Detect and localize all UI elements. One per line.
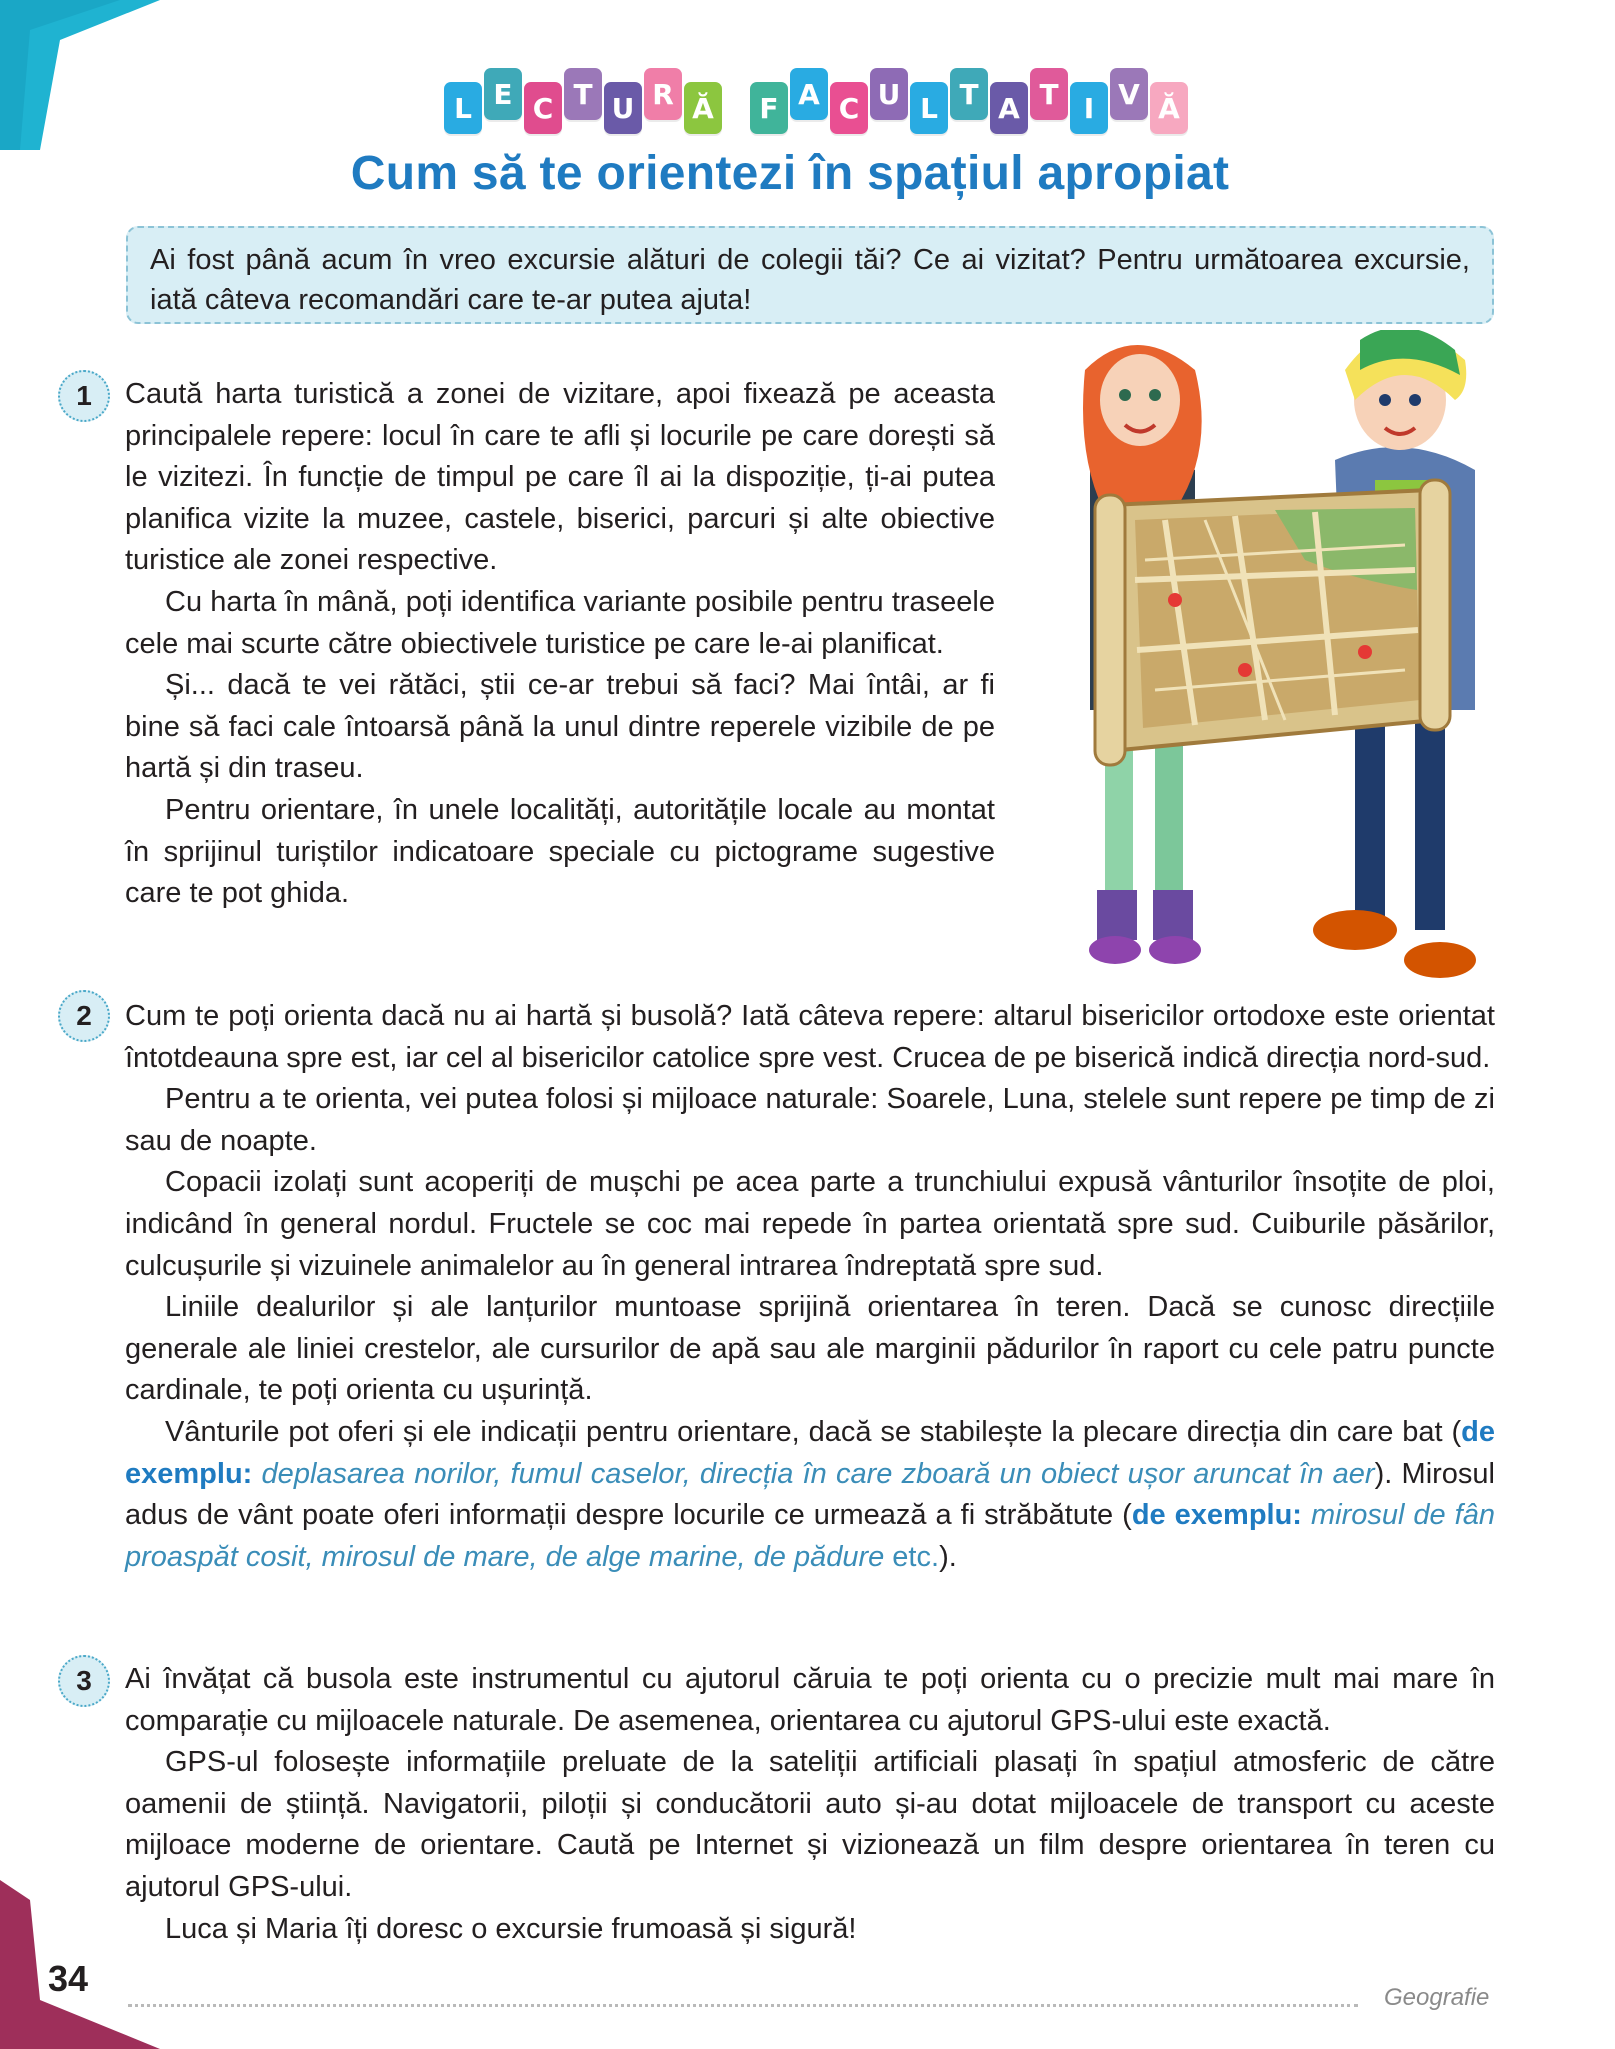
example-label: de exemplu:	[125, 1415, 1495, 1490]
tile-letter: R	[644, 68, 682, 120]
tile-letter: A	[990, 82, 1028, 134]
paragraph: Caută harta turistică a zonei de vizitare, apoi fixează pe aceasta principalele repere: locul în care te afli și locurile pe care dorești să le vizitezi. În funcție de timpul pe care îl ai la dispoziție, ți-ai putea planifica vizite la muzee, castele, biserici, parcuri și alte obiective turistice ale zonei respective.	[125, 378, 995, 577]
example-label: de exemplu:	[1131, 1499, 1302, 1532]
tile-letter: T	[1030, 68, 1068, 120]
footer-subject: Geografie	[1384, 1984, 1490, 2011]
paragraph: Ai învățat că busola este instrumentul cu ajutorul căruia te poți orienta cu o precizie mult mai mare în comparație cu mijloacele naturale. De asemenea, orientarea cu ajutorul GPS-ului este exactă.	[125, 1663, 1495, 1737]
example-text: mirosul de fân proaspăt cosit, mirosul de mare, de alge marine, de pădure	[125, 1499, 1495, 1573]
tile-letter: U	[604, 82, 642, 134]
tile-letter: Ă	[684, 82, 722, 134]
tile-letter: Ă	[1150, 82, 1188, 134]
paragraph: Liniile dealurilor și ale lanțurilor muntoase sprijină orientarea în teren. Dacă se cunosc direcțiile generale ale liniei crestelor, ale cursurilor de apă sau ale marginii pădurilor în raport cu cele patru puncte cardinale, te poți orienta cu ușurință.	[125, 1291, 1495, 1407]
tile-letter: U	[870, 68, 908, 120]
page-title: Cum să te orientezi în spațiul apropiat	[350, 147, 1230, 200]
tile-letter: C	[830, 82, 868, 134]
tile-letter: A	[790, 68, 828, 120]
tile-letter: T	[564, 68, 602, 120]
paragraph: Cu harta în mână, poți identifica variante posibile pentru traseele cele mai scurte către obiectivele turistice pe care le-ai planificat.	[125, 585, 995, 660]
intro-box	[126, 226, 1494, 324]
page-number: 34	[48, 1958, 89, 1999]
tile-letter: L	[910, 82, 948, 134]
tile-letter: V	[1110, 68, 1148, 120]
text: ). Mirosul adus de vânt poate oferi informații despre locurile ce urmează a fi străbătute (	[125, 1457, 1495, 1532]
tile-letter: E	[484, 68, 522, 120]
section-2	[125, 996, 1495, 1578]
paragraph: Cum te poți orienta dacă nu ai hartă și busolă? Iată câteva repere: altarul bisericilor ortodoxe este orientat întotdeauna spre est, iar cel al bisericilor catolice spre vest. Crucea de pe biserică indică direcția nord-sud.	[125, 1000, 1495, 1074]
header-tiles-lectura	[444, 62, 724, 142]
text: ).	[939, 1540, 957, 1573]
tile-letter: F	[750, 82, 788, 134]
corner-decoration-top	[0, 0, 160, 150]
header-tiles-facultativa	[750, 62, 1190, 142]
tile-letter: L	[444, 82, 482, 134]
paragraph: Luca și Maria îți doresc o excursie frumoasă și sigură!	[165, 1912, 857, 1945]
paragraph: Și... dacă te vei rătăci, știi ce-ar trebui să faci? Mai întâi, ar fi bine să faci cale întoarsă până la unul dintre reperele vizibile de pe hartă și din traseu.	[125, 669, 995, 785]
paragraph: Pentru a te orienta, vei putea folosi și mijloace naturale: Soarele, Luna, stelele sunt repere pe timp de zi sau de noapte.	[125, 1083, 1495, 1157]
tile-letter: T	[950, 68, 988, 120]
section-number-1: 1	[58, 370, 110, 422]
section-3	[125, 1659, 1495, 1950]
intro-text: Ai fost până acum în vreo excursie alături de colegii tăi? Ce ai vizitat? Pentru următoarea excursie, iată câteva recomandări care te-ar putea ajuta!	[150, 244, 1470, 316]
tile-letter: C	[524, 82, 562, 134]
tile-letter: I	[1070, 82, 1108, 134]
example-text: deplasarea norilor, fumul caselor, direcția în care zboară un obiect ușor aruncat în aer	[252, 1457, 1375, 1490]
kids-with-map-illustration	[1075, 330, 1495, 980]
paragraph: GPS-ul folosește informațiile preluate de la sateliții artificiali plasați în spațiul atmosferic de către oamenii de știință. Navigatorii, piloții și conducătorii auto și-au dotat mijloacele de transport cu aceste mijloace moderne de orientare. Caută pe Internet și vizionează un film despre orientarea în teren cu ajutorul GPS-ului.	[125, 1746, 1495, 1903]
section-number-2: 2	[58, 990, 110, 1042]
section-1	[125, 374, 995, 915]
section-number-3: 3	[58, 1655, 110, 1707]
footer-divider	[128, 2004, 1358, 2007]
paragraph-winds	[125, 1412, 1495, 1578]
paragraph: Copacii izolați sunt acoperiți de mușchi pe acea parte a trunchiului expusă vânturilor însoțite de ploi, indicând în general nordul. Fructele se coc mai repede în partea orientată spre sud. Cuiburile păsărilor, culcușurile și vizuinele animalelor au în general intrarea îndreptată spre sud.	[125, 1166, 1495, 1282]
example-etc: etc.	[884, 1540, 940, 1573]
paragraph: Pentru orientare, în unele localități, autoritățile locale au montat în sprijinul turiștilor indicatoare speciale cu pictograme sugestive care te pot ghida.	[125, 793, 995, 910]
text: Vânturile pot oferi și ele indicații pentru orientare, dacă se stabilește la plecare direcția din care bat (	[165, 1415, 1462, 1448]
